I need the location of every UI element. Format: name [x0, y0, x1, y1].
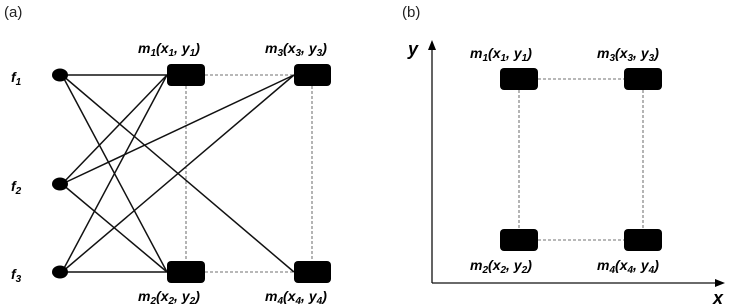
module-m4-a	[294, 261, 331, 283]
source-node-f3	[52, 266, 68, 279]
module-label-m3-b: $m_3(x_3$, $y_3$)	[597, 45, 659, 64]
panel-a-connections	[62, 75, 294, 272]
panel-a-dashed-frame	[186, 75, 312, 272]
module-label-m4-a: $m_4(x_4$, $y_4$)	[265, 288, 327, 307]
module-m4-b	[624, 229, 662, 251]
source-label-f1: $f_1$	[11, 69, 22, 88]
module-m2-b	[500, 229, 538, 251]
module-label-m2-b: $m_2(x_2$, $y_2$)	[470, 257, 532, 276]
panel-b-dashed-frame	[519, 79, 643, 240]
module-m3-a	[294, 64, 331, 86]
connection-f2-m1	[62, 75, 167, 184]
panel-b-modules	[500, 68, 662, 251]
module-label-m2-a: $m_2(x_2$, $y_2$)	[138, 288, 200, 307]
source-node-f2	[52, 178, 68, 191]
source-label-f2: $f_2$	[11, 178, 22, 197]
x-axis-arrow-icon	[715, 279, 725, 287]
module-label-m1-b: $m_1(x_1$, $y_1$)	[470, 45, 532, 64]
panel-a-label: (a)	[4, 4, 23, 21]
module-m1-a	[167, 64, 205, 86]
module-label-m4-b: $m_4(x_4$, $y_4$)	[597, 257, 659, 276]
source-node-f1	[52, 69, 68, 82]
y-axis-arrow-icon	[428, 40, 436, 50]
module-m2-a	[167, 261, 205, 283]
y-axis-label: y	[408, 39, 419, 59]
panel-b-label: (b)	[402, 4, 421, 21]
source-label-f3: $f_3$	[11, 266, 22, 285]
module-m1-b	[500, 68, 538, 90]
module-label-m1-a: $m_1(x_1$, $y_1$)	[138, 40, 200, 59]
panel-b-axes	[428, 40, 725, 287]
connection-f2-m3	[62, 75, 294, 184]
panel-a-sources	[52, 69, 68, 279]
x-axis-label: x	[713, 288, 724, 308]
module-label-m3-a: $m_3(x_3$, $y_3$)	[265, 40, 327, 59]
module-m3-b	[624, 68, 662, 90]
